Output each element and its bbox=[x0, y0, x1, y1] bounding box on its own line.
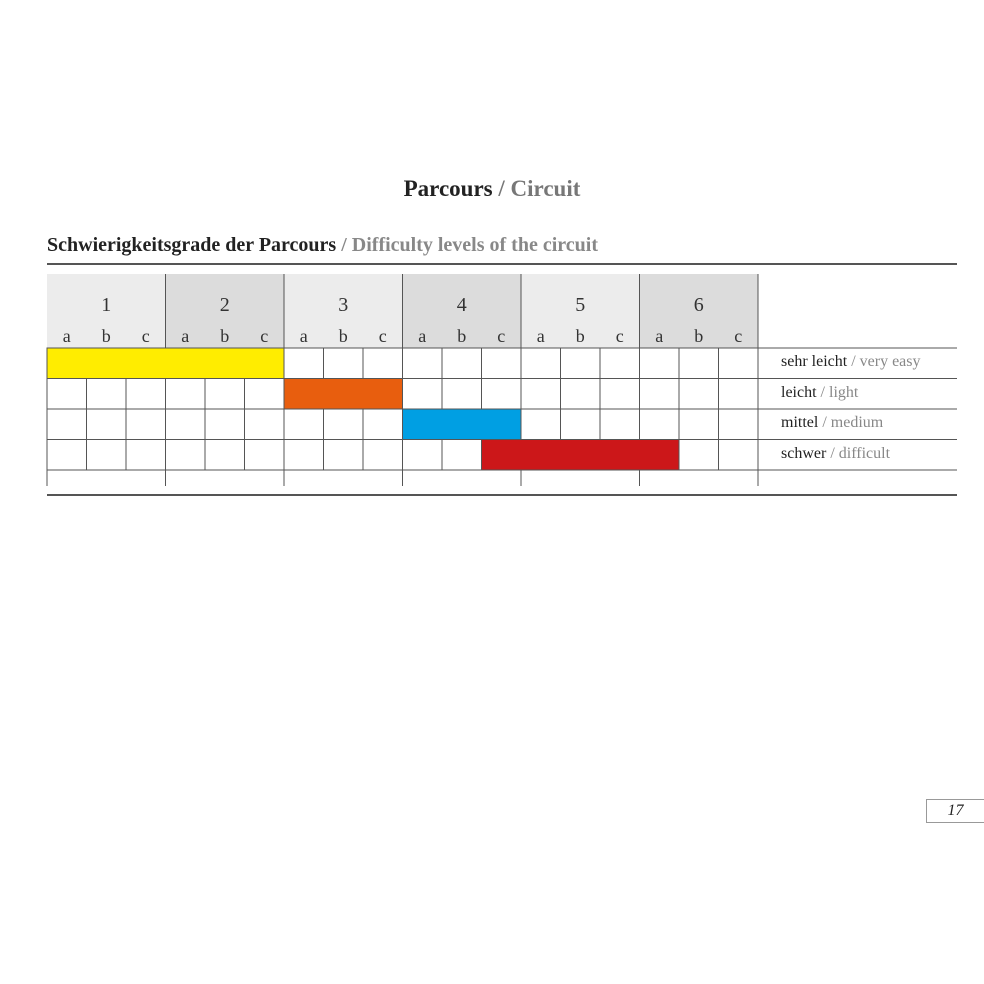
group-number-2: 2 bbox=[219, 294, 230, 316]
level-label-de: sehr leicht bbox=[781, 353, 848, 370]
subcolumn-label: c bbox=[615, 326, 624, 346]
group-number-6: 6 bbox=[693, 294, 704, 316]
subcolumn-label: b bbox=[457, 326, 467, 346]
level-bar-3 bbox=[403, 409, 522, 440]
level-label-en: / light bbox=[816, 383, 859, 401]
bottom-rule bbox=[47, 494, 957, 496]
level-label-de: schwer bbox=[781, 444, 827, 462]
group-number-5: 5 bbox=[575, 294, 586, 316]
level-label bbox=[781, 353, 921, 371]
title-en: Circuit bbox=[510, 176, 581, 201]
group-number-3: 3 bbox=[338, 294, 349, 316]
subcolumn-label: b bbox=[220, 326, 230, 346]
subcolumn-label: c bbox=[141, 326, 150, 346]
subtitle-de: Schwierigkeitsgrade der Parcours bbox=[47, 234, 337, 256]
subcolumn-label: c bbox=[497, 326, 506, 346]
subcolumn-label: c bbox=[378, 326, 387, 346]
subcolumn-label: b bbox=[694, 326, 704, 346]
subcolumn-label: a bbox=[536, 326, 545, 346]
level-label-en: / medium bbox=[818, 414, 884, 431]
title-separator: / bbox=[492, 176, 511, 201]
group-number-1: 1 bbox=[101, 294, 112, 316]
level-label-de: mittel bbox=[781, 414, 819, 431]
page-number: 17 bbox=[926, 799, 984, 823]
subcolumn-label: a bbox=[655, 326, 664, 346]
subtitle-en: Difficulty levels of the circuit bbox=[351, 234, 599, 256]
level-bar-4 bbox=[482, 440, 680, 471]
level-label-en: / very easy bbox=[847, 353, 921, 370]
level-bar-2 bbox=[284, 379, 403, 410]
subcolumn-label: a bbox=[418, 326, 427, 346]
subcolumn-label: b bbox=[338, 326, 348, 346]
level-label bbox=[781, 384, 858, 402]
subcolumn-label: c bbox=[734, 326, 743, 346]
level-label-de: leicht bbox=[781, 383, 817, 401]
subtitle-separator: / bbox=[336, 234, 352, 256]
subcolumn-label: c bbox=[260, 326, 269, 346]
level-label-en: / difficult bbox=[826, 444, 891, 462]
subcolumn-label: b bbox=[575, 326, 585, 346]
title-de: Parcours bbox=[403, 176, 493, 201]
subcolumn-label: a bbox=[181, 326, 190, 346]
subcolumn-label: b bbox=[101, 326, 111, 346]
level-label bbox=[781, 414, 883, 432]
group-number-4: 4 bbox=[456, 294, 467, 316]
subcolumn-label: a bbox=[299, 326, 308, 346]
level-label bbox=[781, 445, 890, 463]
subcolumn-label: a bbox=[62, 326, 71, 346]
level-bar-1 bbox=[47, 348, 284, 379]
